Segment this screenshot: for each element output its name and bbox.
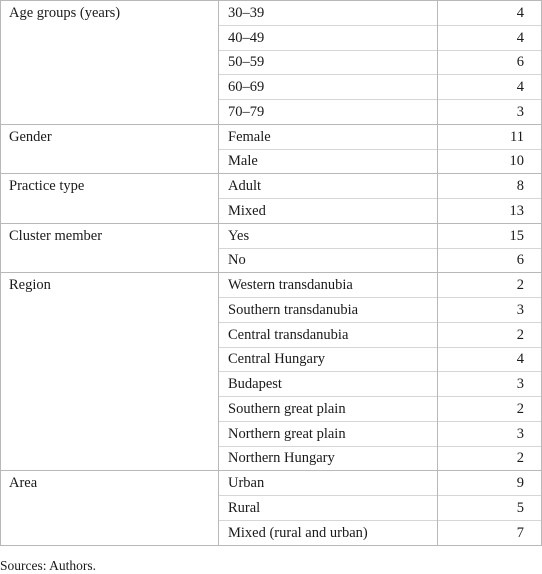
count-cell: 3 [438,100,542,125]
table-row [1,273,542,298]
group-label: Area [1,471,219,545]
category-cell: 70–79 [219,100,438,125]
group-label: Region [1,273,219,471]
count-cell: 4 [438,347,542,372]
count-cell: 9 [438,471,542,496]
category-cell: Northern great plain [219,421,438,446]
count-cell: 3 [438,298,542,323]
category-cell: Southern great plain [219,397,438,422]
table-row [1,174,542,199]
group-label: Cluster member [1,223,219,273]
count-cell: 2 [438,446,542,471]
count-cell: 11 [438,124,542,149]
category-cell: Central transdanubia [219,322,438,347]
count-cell: 5 [438,496,542,521]
category-cell: Southern transdanubia [219,298,438,323]
category-cell: Adult [219,174,438,199]
category-cell: Female [219,124,438,149]
category-cell: Male [219,149,438,174]
group-label: Gender [1,124,219,174]
category-cell: Mixed (rural and urban) [219,520,438,545]
category-cell: 30–39 [219,1,438,26]
count-cell: 4 [438,75,542,100]
count-cell: 6 [438,50,542,75]
count-cell: 4 [438,1,542,26]
group-label: Practice type [1,174,219,224]
category-cell: Mixed [219,199,438,224]
category-cell: No [219,248,438,273]
group-label: Age groups (years) [1,1,219,125]
category-cell: Central Hungary [219,347,438,372]
category-cell: Urban [219,471,438,496]
category-cell: Budapest [219,372,438,397]
category-cell: 50–59 [219,50,438,75]
category-cell: Northern Hungary [219,446,438,471]
table-body [1,1,542,546]
table-row [1,471,542,496]
source-note: Sources: Authors. [0,558,96,573]
count-cell: 2 [438,322,542,347]
table-row [1,1,542,26]
category-cell: 60–69 [219,75,438,100]
count-cell: 2 [438,273,542,298]
count-cell: 10 [438,149,542,174]
count-cell: 8 [438,174,542,199]
category-cell: Rural [219,496,438,521]
count-cell: 4 [438,25,542,50]
count-cell: 15 [438,223,542,248]
count-cell: 7 [438,520,542,545]
table-row [1,124,542,149]
count-cell: 6 [438,248,542,273]
count-cell: 2 [438,397,542,422]
table-row [1,223,542,248]
category-cell: Yes [219,223,438,248]
category-cell: Western transdanubia [219,273,438,298]
count-cell: 13 [438,199,542,224]
count-cell: 3 [438,421,542,446]
count-cell: 3 [438,372,542,397]
category-cell: 40–49 [219,25,438,50]
